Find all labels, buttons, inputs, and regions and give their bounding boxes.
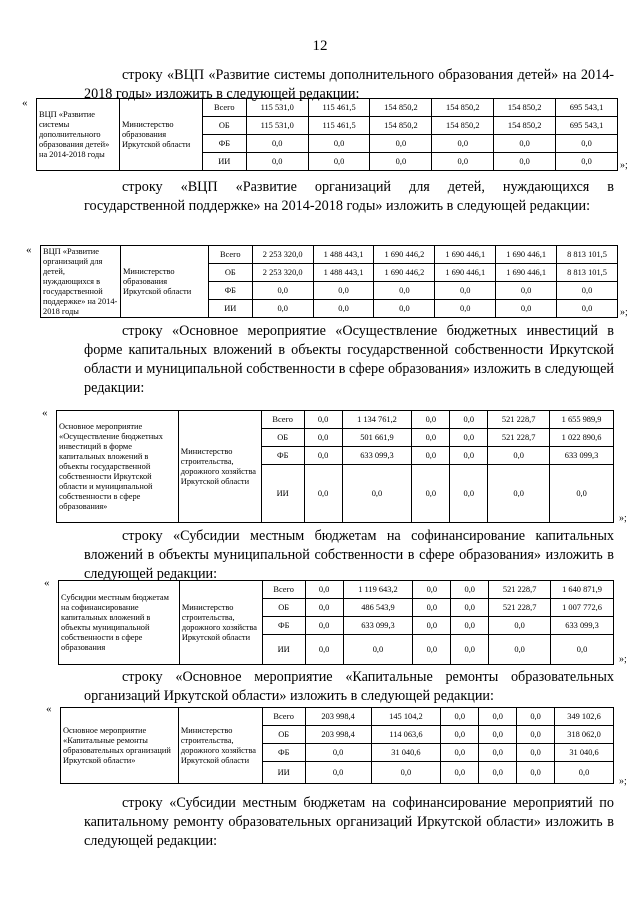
open-quote-1: « bbox=[22, 97, 28, 109]
total-cell: 318 062,0 bbox=[555, 726, 614, 744]
value-cell: 0,0 bbox=[496, 300, 557, 318]
source-cell: ИИ bbox=[208, 300, 252, 318]
value-cell: 0,0 bbox=[305, 635, 343, 665]
total-cell: 0,0 bbox=[556, 135, 618, 153]
executor-cell: Министерство строительства, дорожного хозяйства Иркутской области bbox=[178, 708, 262, 784]
source-cell: ФБ bbox=[261, 447, 304, 465]
value-cell: 154 850,2 bbox=[432, 99, 494, 117]
value-cell: 1 690 446,1 bbox=[435, 246, 496, 264]
value-cell: 0,0 bbox=[488, 447, 550, 465]
value-cell: 0,0 bbox=[488, 465, 550, 523]
value-cell: 633 099,3 bbox=[343, 617, 413, 635]
open-quote-4: « bbox=[44, 577, 50, 589]
open-quote-2: « bbox=[26, 244, 32, 256]
source-cell: ОБ bbox=[202, 117, 246, 135]
value-cell: 114 063,6 bbox=[371, 726, 441, 744]
paragraph-2-rest: государственной поддержке» на 2014-2018 годы» изложить в следующей редакции: bbox=[84, 198, 591, 214]
value-cell: 0,0 bbox=[496, 282, 557, 300]
total-cell: 633 099,3 bbox=[550, 447, 614, 465]
total-cell: 633 099,3 bbox=[551, 617, 614, 635]
paragraph-3 bbox=[84, 322, 614, 398]
value-cell: 0,0 bbox=[313, 300, 374, 318]
value-cell: 0,0 bbox=[252, 300, 313, 318]
total-cell: 349 102,6 bbox=[555, 708, 614, 726]
budget-table-1 bbox=[36, 98, 618, 171]
value-cell: 2 253 320,0 bbox=[252, 264, 313, 282]
value-cell: 0,0 bbox=[451, 635, 489, 665]
open-quote-5: « bbox=[46, 703, 52, 715]
source-cell: ФБ bbox=[202, 135, 246, 153]
table-row bbox=[41, 246, 618, 264]
value-cell: 1 690 446,2 bbox=[374, 264, 435, 282]
paragraph-4-line1: строку «Субсидии местным бюджетам на софинансирование капитальных bbox=[122, 528, 614, 544]
value-cell: 0,0 bbox=[479, 744, 517, 762]
budget-table-4 bbox=[58, 580, 614, 665]
total-cell: 0,0 bbox=[555, 762, 614, 784]
source-cell: Всего bbox=[262, 581, 305, 599]
budget-table-3 bbox=[56, 410, 614, 523]
program-name-cell: Субсидии местным бюджетам на софинансирование капитальных вложений в объекты муниципальной собственности в сфере образования bbox=[59, 581, 180, 665]
value-cell: 154 850,2 bbox=[370, 117, 432, 135]
paragraph-3-line1: строку «Основное мероприятие «Осуществление бюджетных инвестиций bbox=[122, 323, 598, 339]
value-cell: 0,0 bbox=[370, 135, 432, 153]
value-cell: 521 228,7 bbox=[488, 411, 550, 429]
value-cell: 0,0 bbox=[305, 581, 343, 599]
total-cell: 31 040,6 bbox=[555, 744, 614, 762]
value-cell: 0,0 bbox=[432, 135, 494, 153]
value-cell: 633 099,3 bbox=[342, 447, 412, 465]
executor-cell: Министерство строительства, дорожного хозяйства Иркутской области bbox=[178, 411, 261, 523]
value-cell: 0,0 bbox=[451, 581, 489, 599]
value-cell: 0,0 bbox=[479, 762, 517, 784]
value-cell: 0,0 bbox=[412, 411, 450, 429]
paragraph-5-rest: организаций Иркутской области» изложить в следующей редакции: bbox=[84, 688, 494, 704]
paragraph-4 bbox=[84, 527, 614, 584]
value-cell: 0,0 bbox=[517, 762, 555, 784]
value-cell: 0,0 bbox=[304, 465, 342, 523]
value-cell: 0,0 bbox=[479, 708, 517, 726]
value-cell: 0,0 bbox=[413, 617, 451, 635]
value-cell: 1 690 446,2 bbox=[374, 246, 435, 264]
value-cell: 0,0 bbox=[489, 635, 551, 665]
source-cell: Всего bbox=[262, 708, 305, 726]
value-cell: 0,0 bbox=[371, 762, 441, 784]
value-cell: 0,0 bbox=[451, 599, 489, 617]
value-cell: 0,0 bbox=[435, 282, 496, 300]
total-cell: 8 813 101,5 bbox=[557, 246, 618, 264]
value-cell: 0,0 bbox=[308, 135, 370, 153]
program-name-cell: ВЦП «Развитие системы дополнительного образования детей» на 2014-2018 годы bbox=[37, 99, 120, 171]
executor-cell: Министерство образования Иркутской области bbox=[120, 246, 208, 318]
close-quote-1: »; bbox=[620, 160, 628, 171]
value-cell: 501 661,9 bbox=[342, 429, 412, 447]
value-cell: 1 488 443,1 bbox=[313, 246, 374, 264]
close-quote-5: »; bbox=[619, 776, 627, 787]
total-cell: 0,0 bbox=[550, 465, 614, 523]
close-quote-3: »; bbox=[619, 513, 627, 524]
value-cell: 145 104,2 bbox=[371, 708, 441, 726]
source-cell: ОБ bbox=[262, 726, 305, 744]
value-cell: 0,0 bbox=[305, 744, 371, 762]
value-cell: 0,0 bbox=[494, 153, 556, 171]
value-cell: 521 228,7 bbox=[488, 429, 550, 447]
paragraph-1-line1: строку «ВЦП «Развитие системы дополнительного образования детей» на bbox=[122, 67, 577, 83]
source-cell: Всего bbox=[202, 99, 246, 117]
total-cell: 695 543,1 bbox=[556, 99, 618, 117]
executor-cell: Министерство строительства, дорожного хозяйства Иркутской области bbox=[179, 581, 262, 665]
total-cell: 8 813 101,5 bbox=[557, 264, 618, 282]
value-cell: 0,0 bbox=[412, 447, 450, 465]
value-cell: 203 998,4 bbox=[305, 726, 371, 744]
value-cell: 0,0 bbox=[441, 744, 479, 762]
value-cell: 115 461,5 bbox=[308, 99, 370, 117]
program-name-cell: ВЦП «Развитие организаций для детей, нуждающихся в государственной поддержке» на 2014-2018 годы bbox=[41, 246, 121, 318]
value-cell: 0,0 bbox=[435, 300, 496, 318]
value-cell: 0,0 bbox=[308, 153, 370, 171]
total-cell: 0,0 bbox=[551, 635, 614, 665]
value-cell: 0,0 bbox=[343, 635, 413, 665]
value-cell: 0,0 bbox=[489, 617, 551, 635]
value-cell: 0,0 bbox=[479, 726, 517, 744]
paragraph-6-rest: мероприятий по капитальному ремонту образовательных организаций Иркутской области» изложить в следующей редакции: bbox=[84, 795, 614, 849]
paragraph-5 bbox=[84, 668, 614, 706]
source-cell: ИИ bbox=[262, 762, 305, 784]
budget-table-5 bbox=[60, 707, 614, 784]
value-cell: 0,0 bbox=[412, 465, 450, 523]
open-quote-3: « bbox=[42, 407, 48, 419]
source-cell: ИИ bbox=[261, 465, 304, 523]
close-quote-2: »; bbox=[620, 307, 628, 318]
value-cell: 0,0 bbox=[342, 465, 412, 523]
total-cell: 0,0 bbox=[557, 282, 618, 300]
value-cell: 0,0 bbox=[450, 411, 488, 429]
value-cell: 0,0 bbox=[441, 762, 479, 784]
value-cell: 0,0 bbox=[441, 708, 479, 726]
value-cell: 154 850,2 bbox=[432, 117, 494, 135]
value-cell: 0,0 bbox=[252, 282, 313, 300]
value-cell: 0,0 bbox=[450, 465, 488, 523]
total-cell: 1 007 772,6 bbox=[551, 599, 614, 617]
source-cell: ФБ bbox=[262, 744, 305, 762]
value-cell: 154 850,2 bbox=[494, 99, 556, 117]
value-cell: 0,0 bbox=[304, 411, 342, 429]
value-cell: 1 134 761,2 bbox=[342, 411, 412, 429]
value-cell: 1 488 443,1 bbox=[313, 264, 374, 282]
value-cell: 203 998,4 bbox=[305, 708, 371, 726]
source-cell: ИИ bbox=[262, 635, 305, 665]
value-cell: 0,0 bbox=[517, 744, 555, 762]
page-number: 12 bbox=[312, 38, 328, 54]
source-cell: ОБ bbox=[261, 429, 304, 447]
value-cell: 521 228,7 bbox=[489, 599, 551, 617]
value-cell: 0,0 bbox=[305, 762, 371, 784]
value-cell: 1 119 643,2 bbox=[343, 581, 413, 599]
paragraph-6 bbox=[84, 794, 614, 851]
value-cell: 0,0 bbox=[432, 153, 494, 171]
value-cell: 486 543,9 bbox=[343, 599, 413, 617]
value-cell: 0,0 bbox=[246, 135, 308, 153]
value-cell: 154 850,2 bbox=[494, 117, 556, 135]
value-cell: 115 461,5 bbox=[308, 117, 370, 135]
source-cell: ОБ bbox=[208, 264, 252, 282]
value-cell: 0,0 bbox=[413, 635, 451, 665]
value-cell: 0,0 bbox=[413, 599, 451, 617]
value-cell: 0,0 bbox=[246, 153, 308, 171]
total-cell: 1 640 871,9 bbox=[551, 581, 614, 599]
value-cell: 0,0 bbox=[451, 617, 489, 635]
value-cell: 0,0 bbox=[305, 617, 343, 635]
table-row bbox=[37, 99, 618, 117]
budget-table-2 bbox=[40, 245, 618, 318]
source-cell: ОБ bbox=[262, 599, 305, 617]
total-cell: 0,0 bbox=[557, 300, 618, 318]
value-cell: 0,0 bbox=[313, 282, 374, 300]
total-cell: 1 022 890,6 bbox=[550, 429, 614, 447]
paragraph-3-rest: в форме капитальных вложений в объекты государственной собственности Иркутской области и муниципальной собственности в сфере образования» изложить в следующей редакции: bbox=[84, 323, 614, 396]
value-cell: 0,0 bbox=[450, 447, 488, 465]
source-cell: ФБ bbox=[262, 617, 305, 635]
value-cell: 0,0 bbox=[304, 429, 342, 447]
value-cell: 0,0 bbox=[413, 581, 451, 599]
source-cell: Всего bbox=[261, 411, 304, 429]
source-cell: Всего bbox=[208, 246, 252, 264]
value-cell: 0,0 bbox=[304, 447, 342, 465]
value-cell: 1 690 446,1 bbox=[496, 246, 557, 264]
value-cell: 0,0 bbox=[517, 708, 555, 726]
value-cell: 521 228,7 bbox=[489, 581, 551, 599]
program-name-cell: Основное мероприятие «Осуществление бюджетных инвестиций в форме капитальных вложений в объекты государственной собственности Иркутской области и муниципальной собственности в сфере образования» bbox=[57, 411, 179, 523]
source-cell: ИИ bbox=[202, 153, 246, 171]
value-cell: 0,0 bbox=[412, 429, 450, 447]
table-row bbox=[61, 708, 614, 726]
total-cell: 695 543,1 bbox=[556, 117, 618, 135]
value-cell: 0,0 bbox=[494, 135, 556, 153]
value-cell: 1 690 446,1 bbox=[496, 264, 557, 282]
total-cell: 1 655 989,9 bbox=[550, 411, 614, 429]
paragraph-6-line1: строку «Субсидии местным бюджетам на софинансирование bbox=[122, 795, 507, 811]
paragraph-4-rest: вложений в объекты муниципальной собственности в сфере образования» изложить в следующей редакции: bbox=[84, 547, 614, 582]
table-row bbox=[59, 581, 614, 599]
value-cell: 115 531,0 bbox=[246, 117, 308, 135]
value-cell: 0,0 bbox=[305, 599, 343, 617]
program-name-cell: Основное мероприятие «Капитальные ремонты образовательных организаций Иркутской области» bbox=[61, 708, 179, 784]
value-cell: 0,0 bbox=[370, 153, 432, 171]
paragraph-5-line1: строку «Основное мероприятие «Капитальные ремонты образовательных bbox=[122, 669, 614, 685]
close-quote-4: »; bbox=[619, 654, 627, 665]
value-cell: 0,0 bbox=[441, 726, 479, 744]
value-cell: 0,0 bbox=[517, 726, 555, 744]
total-cell: 0,0 bbox=[556, 153, 618, 171]
value-cell: 0,0 bbox=[450, 429, 488, 447]
value-cell: 0,0 bbox=[374, 282, 435, 300]
value-cell: 115 531,0 bbox=[246, 99, 308, 117]
value-cell: 31 040,6 bbox=[371, 744, 441, 762]
value-cell: 154 850,2 bbox=[370, 99, 432, 117]
value-cell: 0,0 bbox=[374, 300, 435, 318]
paragraph-2 bbox=[84, 178, 614, 216]
table-row bbox=[57, 411, 614, 429]
source-cell: ФБ bbox=[208, 282, 252, 300]
executor-cell: Министерство образования Иркутской области bbox=[119, 99, 202, 171]
value-cell: 2 253 320,0 bbox=[252, 246, 313, 264]
value-cell: 1 690 446,1 bbox=[435, 264, 496, 282]
paragraph-1-rest: 2014-2018 годы» изложить в следующей редакции: bbox=[84, 67, 615, 102]
paragraph-2-line1: строку «ВЦП «Развитие организаций для детей, нуждающихся в bbox=[122, 179, 614, 195]
